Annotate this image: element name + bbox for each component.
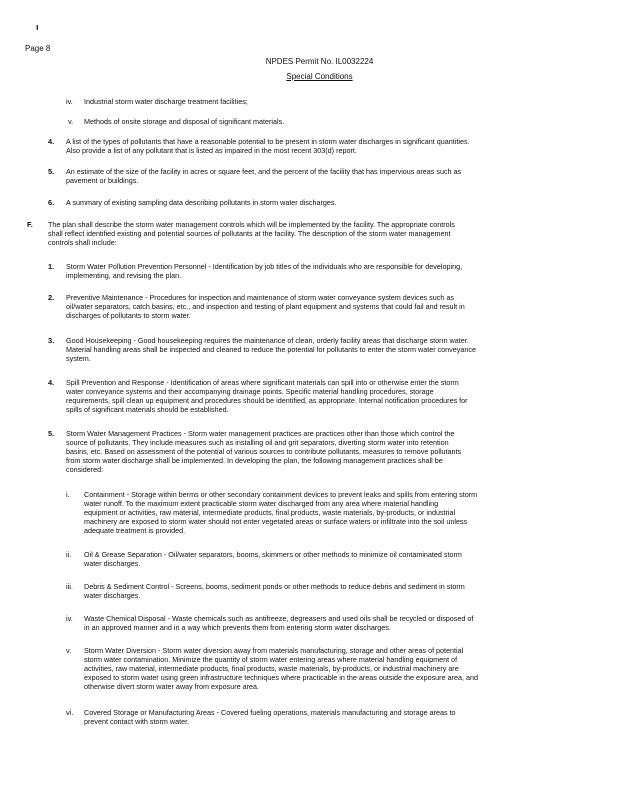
f-item-line: Material handling areas shall be inspected and cleaned to reduce the potential for pollutants to enter the storm water conveyance (66, 345, 476, 354)
practice-line: water discharges. (84, 591, 141, 600)
practice-line: otherwise divert storm water away from exposure area. (84, 682, 259, 691)
f-item-line: Storm Water Pollution Prevention Personnel - Identification by job titles of the individuals who are responsible for developing, (66, 262, 463, 271)
continued-item-text: Industrial storm water discharge treatment facilities; (84, 97, 248, 106)
practice-line: in an approved manner and in a way which prevents them from entering storm water discharges. (84, 623, 391, 632)
practice-line: Debris & Sediment Control - Screens, booms, sediment ponds or other methods to reduce debris and sediment in storm (84, 582, 465, 591)
list-item-line: pavement or buildings. (66, 176, 139, 185)
f-item-label: 4. (48, 378, 55, 387)
section-f-line: controls shall include: (48, 238, 117, 247)
f-item-line: implementing, and revising the plan. (66, 271, 182, 280)
continued-item-label: iv. (66, 97, 73, 106)
f-item-line: requirements, spill clean up equipment and procedures should be identified, as appropriate. Internal notification procedures for (66, 396, 468, 405)
list-item-line: A list of the types of pollutants that have a reasonable potential to be present in storm water discharges in significant quantities. (66, 137, 470, 146)
f-item-line: basins, etc. Based on assessment of the potential of various sources to contribute pollutants, measures to remove pollutants (66, 447, 462, 456)
page-label: Page 8 (25, 44, 51, 53)
practice-line: water discharges. (84, 559, 141, 568)
list-item-label: 5. (48, 167, 55, 176)
section-f-line: shall reflect identified existing and potential sources of pollutants at the facility. The description of the storm water management (48, 229, 451, 238)
f-item-line: water conveyance systems and their accompanying drainage points. Specific material handling procedures, storage (66, 387, 434, 396)
list-item-line: A summary of existing sampling data describing pollutants in storm water discharges. (66, 198, 337, 207)
practice-line: Oil & Grease Separation - Oil/water separators, booms, skimmers or other methods to minimize oil contaminated storm (84, 550, 462, 559)
permit-title: NPDES Permit No. IL0032224 (265, 57, 374, 66)
practice-label: ii. (66, 550, 72, 559)
list-item-line: Also provide a list of any pollutant that is listed as impaired in the most recent 303(d) report. (66, 146, 357, 155)
practice-line: Storm Water Diversion - Storm water diversion away from materials manufacturing, storage and other areas of potential (84, 646, 464, 655)
section-f-line: The plan shall describe the storm water management controls which will be implemented by the facility. The appropriate controls (48, 220, 455, 229)
f-item-label: 2. (48, 293, 55, 302)
list-item-line: An estimate of the size of the facility in acres or square feet, and the percent of the facility that has impervious areas such as (66, 167, 462, 176)
practice-label: iv. (66, 614, 73, 623)
f-item-line: Spill Prevention and Response - Identification of areas where significant materials can spill into or otherwise enter the storm (66, 378, 459, 387)
list-item-label: 6. (48, 198, 55, 207)
continued-item-text: Methods of onsite storage and disposal of significant materials. (84, 117, 285, 126)
practice-line: adequate treatment is provided. (84, 526, 186, 535)
f-item-label: 1. (48, 262, 55, 271)
practice-line: water runoff. To the maximum extent practicable storm water discharged from any area where material handling (84, 499, 439, 508)
f-item-label: 5. (48, 429, 55, 438)
practice-line: prevent contact with storm water. (84, 717, 190, 726)
practice-line: activities, raw material, intermediate products, final products, waste materials, by-products, or industrial machinery are (84, 664, 459, 673)
f-item-line: spills of significant materials should be established. (66, 405, 229, 414)
practice-label: v. (66, 646, 72, 655)
corner-mark: ı (36, 22, 39, 32)
practice-label: iii. (66, 582, 73, 591)
practice-line: exposed to storm water using green infrastructure techniques where practicable in the areas outside the exposure area, and (84, 673, 478, 682)
list-item-label: 4. (48, 137, 55, 146)
f-item-line: considered: (66, 465, 104, 474)
f-item-line: source of pollutants. They include measures such as installing oil and grit separators, diverting storm water into retention (66, 438, 449, 447)
f-item-line: discharges of pollutants to storm water. (66, 311, 191, 320)
f-item-line: Good Housekeeping - Good housekeeping requires the maintenance of clean, orderly facility areas that discharge storm water. (66, 336, 469, 345)
section-title: Special Conditions (286, 72, 353, 81)
f-item-label: 3. (48, 336, 55, 345)
practice-label: vi. (66, 708, 74, 717)
f-item-line: oil/water separators, catch basins, etc., and inspection and testing of plant equipment and systems that could fail and result in (66, 302, 465, 311)
continued-item-label: v. (68, 117, 74, 126)
f-item-line: Preventive Maintenance - Procedures for inspection and maintenance of storm water conveyance system devices such as (66, 293, 454, 302)
practice-line: Covered Storage or Manufacturing Areas - Covered fueling operations, materials manufacturing and storage areas to (84, 708, 456, 717)
practice-line: Waste Chemical Disposal - Waste chemicals such as antifreeze, degreasers and used oils shall be recycled or disposed of (84, 614, 474, 623)
f-item-line: system. (66, 354, 91, 363)
f-item-line: from storm water discharge shall be implemented. In developing the plan, the following management practices shall be (66, 456, 443, 465)
practice-label: i. (66, 490, 70, 499)
f-item-line: Storm Water Management Practices - Storm water management practices are practices other than those which control the (66, 429, 455, 438)
section-f-label: F. (27, 220, 33, 229)
practice-line: machinery are exposed to storm water should not enter vegetated areas or surface waters or infiltrate into the soil unless (84, 517, 468, 526)
practice-line: equipment or activities, raw material, intermediate products, final products, waste materials, by-products, or industrial (84, 508, 456, 517)
practice-line: storm water contamination. Minimize the quantity of storm water entering areas where material handling equipment of (84, 655, 458, 664)
practice-line: Containment - Storage within berms or other secondary containment devices to prevent leaks and spills from entering storm (84, 490, 478, 499)
